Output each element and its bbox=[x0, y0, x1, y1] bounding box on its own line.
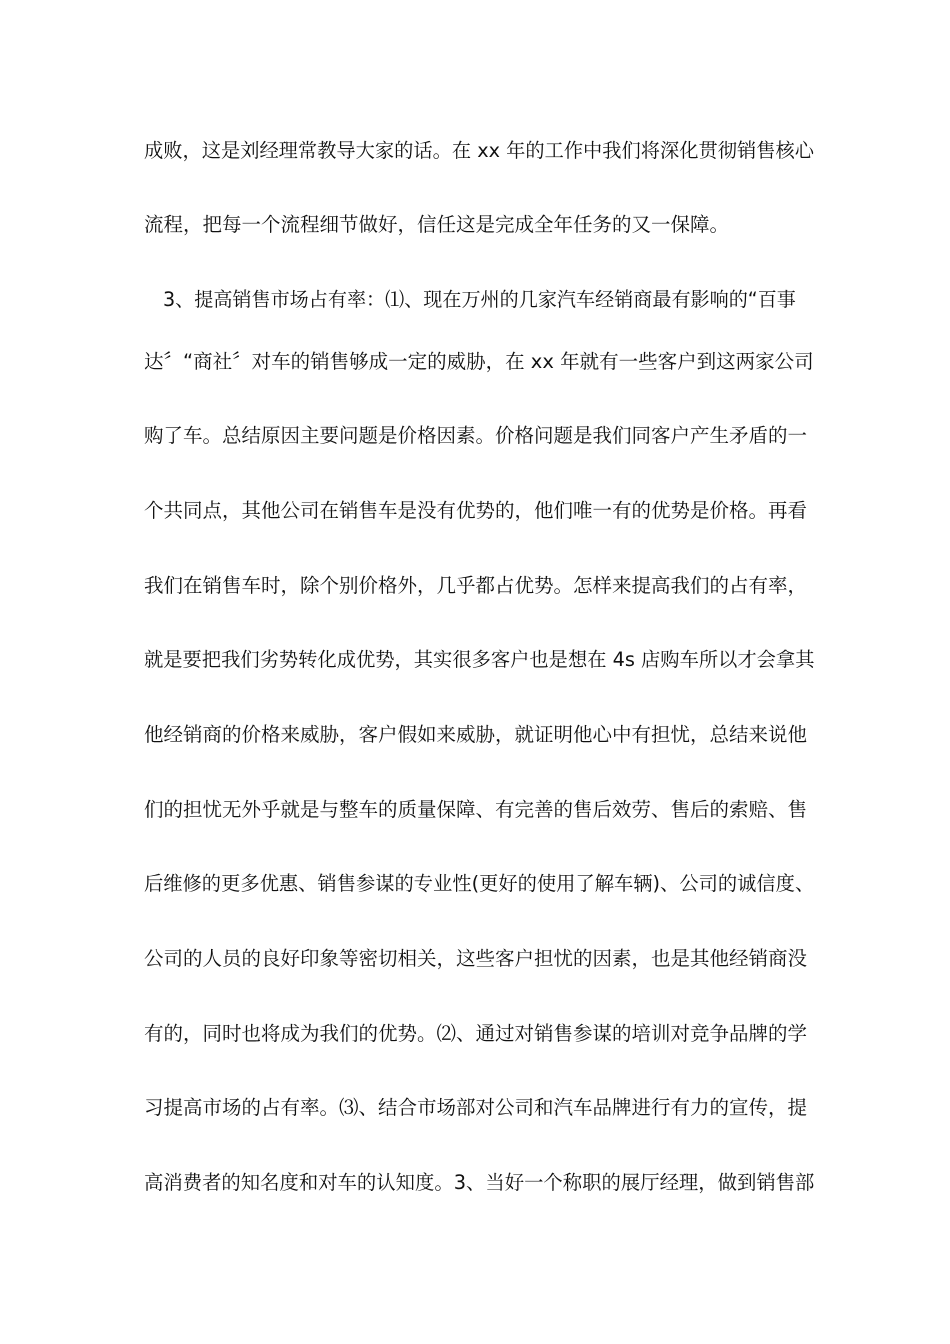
text-line-8: 就是要把我们劣势转化成优势，其实很多客户也是想在 4s 店购车所以才会拿其 bbox=[144, 648, 815, 671]
text-line-11: 后维修的更多优惠、销售参谋的专业性(更好的使用了解车辆)、公司的诚信度、 bbox=[144, 872, 815, 895]
text-line-5: 购了车。总结原因主要问题是价格因素。价格问题是我们同客户产生矛盾的一 bbox=[144, 424, 808, 447]
text-line-15: 高消费者的知名度和对车的认知度。3、当好一个称职的展厅经理，做到销售部 bbox=[144, 1171, 815, 1194]
text-line-3: 3、提高销售市场占有率：⑴、现在万州的几家汽车经销商最有影响的“百事 bbox=[163, 288, 796, 311]
text-line-2: 流程，把每一个流程细节做好，信任这是完成全年任务的又一保障。 bbox=[144, 213, 730, 236]
text-line-13: 有的，同时也将成为我们的优势。⑵、通过对销售参谋的培训对竞争品牌的学 bbox=[144, 1022, 808, 1045]
text-line-6: 个共同点，其他公司在销售车是没有优势的，他们唯一有的优势是价格。再看 bbox=[144, 499, 808, 522]
text-line-4: 达〞“商社〞对车的销售够成一定的威胁，在 xx 年就有一些客户到这两家公司 bbox=[144, 350, 814, 373]
text-line-14: 习提高市场的占有率。⑶、结合市场部对公司和汽车品牌进行有力的宣传，提 bbox=[144, 1096, 808, 1119]
text-line-12: 公司的人员的良好印象等密切相关，这些客户担忧的因素，也是其他经销商没 bbox=[144, 947, 808, 970]
text-line-7: 我们在销售车时，除个别价格外，几乎都占优势。怎样来提高我们的占有率， bbox=[144, 574, 808, 597]
text-line-10: 们的担忧无外乎就是与整车的质量保障、有完善的售后效劳、售后的索赔、售 bbox=[144, 798, 808, 821]
text-line-9: 他经销商的价格来威胁，客户假如来威胁，就证明他心中有担忧，总结来说他 bbox=[144, 723, 808, 746]
text-line-1: 成败，这是刘经理常教导大家的话。在 xx 年的工作中我们将深化贯彻销售核心 bbox=[144, 139, 814, 162]
